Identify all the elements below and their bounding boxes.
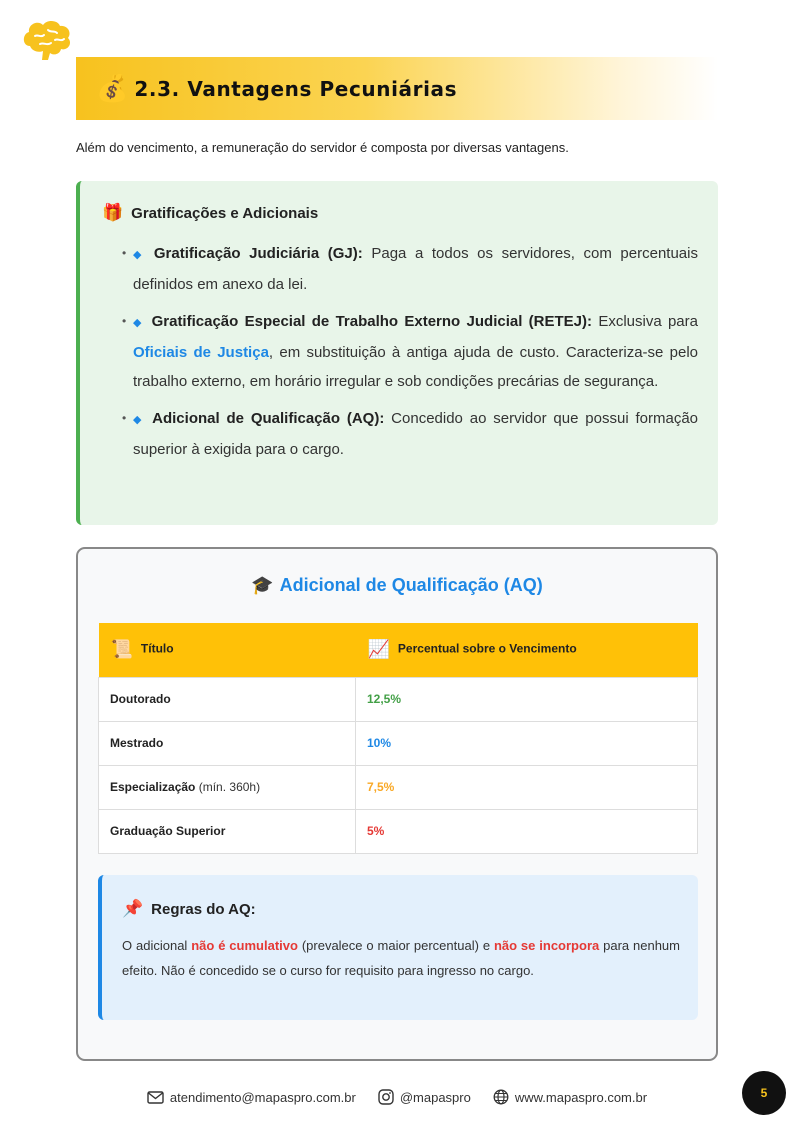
row-title-cell: [99, 677, 356, 721]
highlight-oficiais: Oficiais de Justiça: [133, 344, 269, 361]
section-title: 2.3. Vantagens Pecuniárias: [134, 76, 458, 101]
rules-highlight-cumulativo: não é cumulativo: [191, 938, 298, 953]
row-title: Doutorado: [110, 692, 171, 706]
aq-rules-title: [122, 899, 680, 919]
rules-text-part: (prevalece o maior percentual) e: [297, 938, 494, 953]
gratificacoes-list: [102, 239, 698, 464]
col-percent-header: [356, 623, 698, 677]
pushpin-icon: 📌: [122, 899, 144, 918]
rules-text-part: O adicional: [122, 938, 192, 953]
table-header-row: [99, 623, 698, 677]
row-percent-cell: 10%: [356, 721, 698, 765]
aq-title: [78, 575, 716, 596]
row-title-note: (mín. 360h): [195, 780, 261, 794]
gift-icon: 🎁: [102, 203, 124, 222]
bullet-icon: •: [122, 246, 127, 260]
footer-instagram[interactable]: [378, 1089, 471, 1105]
rules-highlight-incorpora: não se incorpora: [493, 938, 600, 953]
mail-icon: [147, 1091, 164, 1104]
aq-title-text: Adicional de Qualificação (AQ): [279, 575, 543, 595]
table-row: [99, 721, 698, 765]
chart-up-icon: 📈: [367, 639, 390, 660]
list-item: [102, 307, 698, 396]
aq-rules-box: [98, 875, 698, 1020]
footer-site-text: www.mapaspro.com.br: [514, 1089, 648, 1105]
item-text: , em substituição à antiga ajuda de custo. Caracteriza-se pelo trabalho externo, em horário irregular e sob condições precárias de segurança.: [133, 344, 698, 390]
footer: [0, 1085, 794, 1109]
item-text: Exclusiva para: [592, 313, 698, 330]
footer-email[interactable]: [147, 1090, 356, 1105]
bullet-icon: •: [122, 314, 127, 328]
table-row: [99, 765, 698, 809]
diamond-icon: ◆: [133, 249, 146, 261]
brain-logo: [20, 16, 74, 62]
rules-text-part: para nenhum efeito. Não é concedido se o curso for requisito para ingresso no cargo.: [122, 938, 680, 978]
aq-table: [98, 623, 698, 854]
col-percent-label: Percentual sobre o Vencimento: [397, 641, 577, 656]
table-row: [99, 677, 698, 721]
graduation-cap-icon: 🎓: [251, 575, 274, 595]
item-term: Adicional de Qualificação (AQ):: [152, 410, 385, 427]
row-title-cell: [99, 809, 356, 853]
col-title-label: Título: [140, 641, 174, 656]
diamond-icon: ◆: [133, 414, 145, 426]
footer-site[interactable]: [493, 1089, 647, 1105]
row-title-cell: [99, 721, 356, 765]
section-header: [76, 57, 718, 120]
row-title: Mestrado: [110, 736, 164, 750]
row-percent-cell: 12,5%: [356, 677, 698, 721]
item-term: Gratificação Judiciária (GJ):: [153, 245, 363, 262]
gratificacoes-title: [102, 203, 698, 223]
aq-card: [76, 547, 718, 1061]
item-text: Paga a todos os servidores, com percentuais definidos em anexo da lei.: [133, 245, 698, 293]
page-number: 5: [742, 1071, 786, 1115]
bullet-icon: •: [122, 411, 127, 425]
list-item: [102, 239, 698, 299]
scroll-icon: 📜: [110, 639, 133, 660]
aq-rules-title-text: Regras do AQ:: [151, 900, 256, 918]
diamond-icon: ◆: [133, 317, 144, 329]
row-title-cell: [99, 765, 356, 809]
gratificacoes-title-text: Gratificações e Adicionais: [131, 204, 319, 222]
row-title: Graduação Superior: [110, 824, 226, 838]
row-percent-cell: 7,5%: [356, 765, 698, 809]
item-text: Concedido ao servidor que possui formação superior à exigida para o cargo.: [133, 410, 699, 458]
intro-text: Além do vencimento, a remuneração do servidor é composta por diversas vantagens.: [76, 140, 569, 155]
row-title: Especialização: [110, 780, 196, 794]
row-percent-cell: 5%: [356, 809, 698, 853]
list-item: [102, 404, 698, 464]
col-title-header: [99, 623, 356, 677]
gratificacoes-box: [76, 181, 718, 525]
globe-icon: [493, 1089, 509, 1105]
table-row: [99, 809, 698, 853]
item-term: Gratificação Especial de Trabalho Externo Judicial (RETEJ):: [151, 313, 593, 330]
aq-rules-text: [122, 933, 680, 983]
footer-email-text: atendimento@mapaspro.com.br: [169, 1089, 356, 1105]
money-bag-icon: 💰: [96, 73, 129, 103]
instagram-icon: [378, 1089, 394, 1105]
footer-instagram-text: @mapaspro: [399, 1089, 471, 1105]
